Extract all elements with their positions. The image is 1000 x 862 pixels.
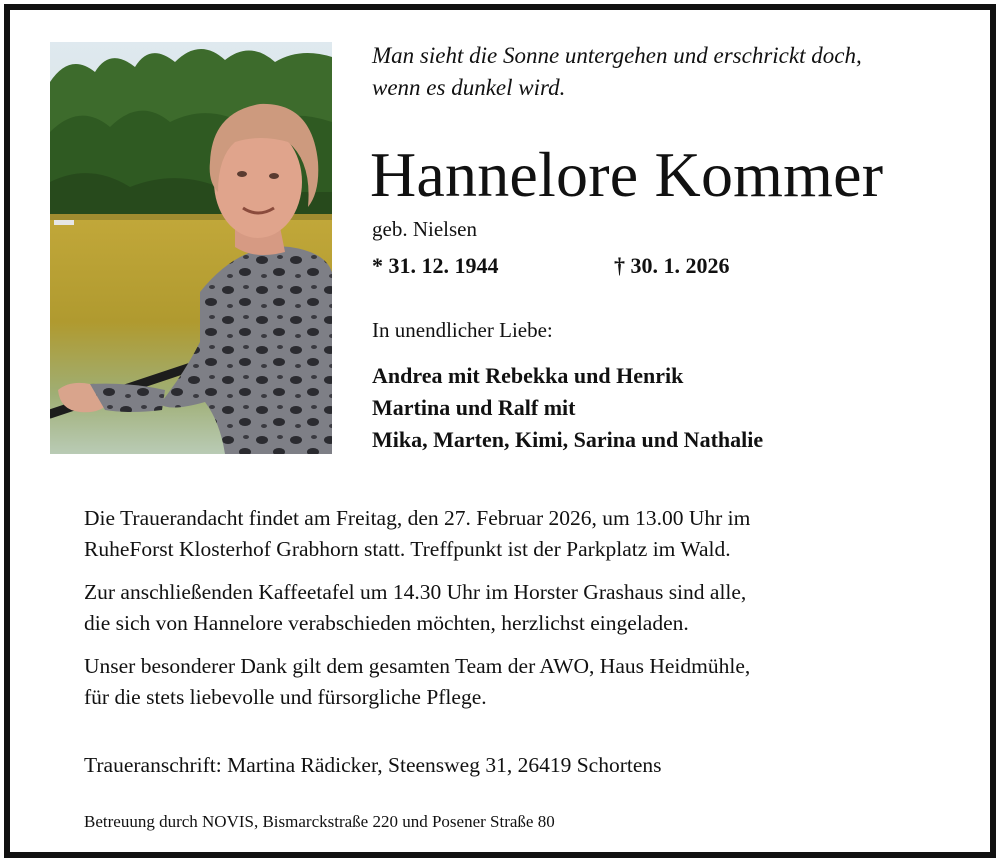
obituary-frame [4, 4, 996, 858]
mourner-line: Martina und Ralf mit [372, 395, 576, 420]
mourners-intro: In unendlicher Liebe: [372, 318, 553, 342]
thanks-paragraph [84, 651, 750, 713]
birth-date: * 31. 12. 1944 [372, 253, 499, 278]
portrait-illustration [50, 42, 332, 454]
mourner-line: Mika, Marten, Kimi, Sarina und Nathalie [372, 427, 764, 452]
mourning-address: Traueranschrift: Martina Rädicker, Steensweg 31, 26419 Schortens [84, 753, 662, 777]
mourners-list [372, 360, 763, 456]
portrait-photo [50, 42, 332, 454]
text-line: Die Trauerandacht findet am Freitag, den 27. Februar 2026, um 13.00 Uhr im [84, 506, 751, 530]
text-line: die sich von Hannelore verabschieden möchten, herzlichst eingeladen. [84, 611, 689, 635]
birth-name: geb. Nielsen [372, 217, 477, 241]
text-line: RuheForst Klosterhof Grabhorn statt. Treffpunkt ist der Parkplatz im Wald. [84, 537, 731, 561]
text-line: Zur anschließenden Kaffeetafel um 14.30 Uhr im Horster Grashaus sind alle, [84, 580, 747, 604]
epigraph-quote [372, 40, 862, 104]
ceremony-paragraph [84, 503, 750, 565]
quote-line: Man sieht die Sonne untergehen und erschrickt doch, [372, 43, 862, 68]
deceased-name: Hannelore Kommer [370, 139, 884, 210]
funeral-service-footer: Betreuung durch NOVIS, Bismarckstraße 220 und Posener Straße 80 [84, 812, 555, 831]
text-line: Unser besonderer Dank gilt dem gesamten Team der AWO, Haus Heidmühle, [84, 654, 751, 678]
death-date: † 30. 1. 2026 [614, 253, 730, 278]
text-line: für die stets liebevolle und fürsorgliche Pflege. [84, 685, 487, 709]
reception-paragraph [84, 577, 750, 639]
announcement-body [84, 503, 750, 725]
quote-line: wenn es dunkel wird. [372, 75, 566, 100]
mourner-line: Andrea mit Rebekka und Henrik [372, 363, 684, 388]
